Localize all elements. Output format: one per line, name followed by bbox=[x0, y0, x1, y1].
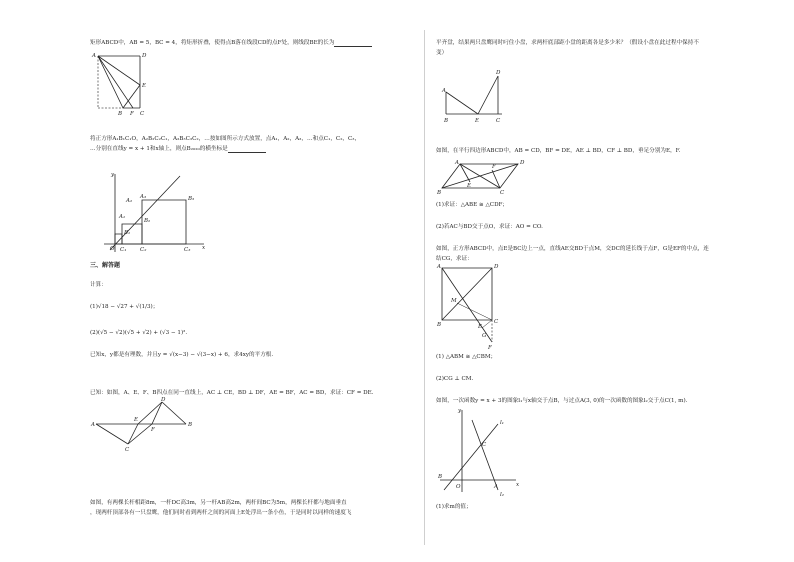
square-part-2: (2)CG ⊥ CM. bbox=[436, 376, 474, 382]
figure-square bbox=[436, 262, 508, 350]
label-A: A bbox=[437, 264, 441, 270]
poles-continued-line2: 变） bbox=[436, 50, 448, 56]
calc-part-2: (2)(√5 − √2)(√5 + √2) + (√3 − 1)². bbox=[90, 330, 188, 336]
question-parallelogram: 如图，在平行四边形ABCD中，AB = CD，BF = DE，AE ⊥ BD，CF ⊥ BD，垂足分别为E，F. bbox=[436, 148, 681, 154]
label-A2: A₂ bbox=[126, 198, 133, 204]
label-C: C bbox=[500, 190, 505, 196]
label-G: G bbox=[482, 333, 487, 339]
question-rect-fold: 矩形ABCD中，AB = 5，BC = 4，将矩形折叠，使得点B落在线段CD的点F处，则线段BE的长为 bbox=[90, 40, 372, 47]
label-y: y bbox=[111, 172, 115, 178]
label-l2: l₂ bbox=[500, 492, 504, 498]
label-F: F bbox=[151, 427, 155, 433]
label-A: A bbox=[442, 88, 446, 94]
square-part-1: (1) △ABM ≅ △CBM； bbox=[436, 354, 497, 360]
label-E: E bbox=[478, 324, 483, 330]
column-divider bbox=[424, 30, 425, 545]
section-heading-solutions: 三、解答题 bbox=[90, 262, 121, 269]
label-B: B bbox=[188, 422, 193, 428]
label-C: C bbox=[494, 319, 499, 325]
figure-proof bbox=[88, 396, 198, 454]
label-E: E bbox=[475, 118, 480, 124]
label-y: y bbox=[458, 408, 462, 414]
label-B: B bbox=[437, 322, 442, 328]
label-E: E bbox=[467, 183, 472, 189]
label-B2: B₂ bbox=[144, 218, 151, 224]
label-B3: B₃ bbox=[188, 196, 195, 202]
label-D: D bbox=[142, 53, 147, 59]
label-A: A bbox=[92, 53, 96, 59]
label-E: E bbox=[142, 83, 147, 89]
label-x: x bbox=[516, 482, 520, 488]
label-A: A bbox=[494, 484, 498, 490]
label-B: B bbox=[118, 111, 123, 117]
question-square-line2: 结CG，求证： bbox=[436, 256, 473, 262]
label-B1: B₁ bbox=[124, 230, 131, 236]
question-xy: 已知x，y都是有理数，并且y = √(x−3) − √(3−x) + 6，求4xy的平方根. bbox=[90, 352, 274, 358]
label-D: D bbox=[496, 70, 501, 76]
question-linear-function: 如图，一次函数y = x + 3的图象l₁与x轴交于点B，与过点A(3, 0)的一次函数的图象l₂交于点C(1, m). bbox=[436, 398, 688, 404]
label-C3: C₃ bbox=[184, 247, 191, 253]
question-square-line1: 如图，正方形ABCD中，点E是BC边上一点，直线AE交BD于点M，交DC的延长线于点F，G是EF的中点，连 bbox=[436, 246, 709, 252]
figure-poles bbox=[438, 62, 510, 128]
label-C: C bbox=[125, 447, 130, 453]
label-E: E bbox=[134, 417, 139, 423]
label-C: C bbox=[496, 118, 501, 124]
parallelogram-part-2: (2)若AC与BD交于点O，求证：AO = CO. bbox=[436, 224, 543, 230]
figure-linear-function bbox=[436, 404, 522, 496]
label-O: O bbox=[456, 484, 461, 490]
label-B: B bbox=[438, 474, 443, 480]
label-F: F bbox=[492, 164, 496, 170]
question-squares-line1: 将正方形A₁B₁C₁O，A₂B₂C₂C₁，A₃B₃C₃C₂，…按如图所示方式放置，点A₁，A₂，A₃，…和点C₁，C₂，C₃， bbox=[90, 136, 361, 142]
label-B: B bbox=[444, 118, 449, 124]
question-proof: 已知：如图，A、E、F、B四点在同一直线上，AC ⊥ CE，BD ⊥ DF，AE = BF，AC = BD，求证：CF = DE. bbox=[90, 390, 374, 396]
linear-part-1: (1)求m的值； bbox=[436, 504, 472, 510]
label-F: F bbox=[130, 111, 134, 117]
question-poles-line2: ，现两杆顶部各有一只盘鹰，他们同时看到两杆之间的河面上E处浮出一条小鱼，于是同时以同样的速度飞 bbox=[90, 510, 352, 516]
figure-parallelogram bbox=[436, 156, 532, 196]
parallelogram-part-1: (1)求证：△ABE ≅ △CDF； bbox=[436, 202, 509, 208]
label-x: x bbox=[202, 245, 206, 251]
label-A3: A₃ bbox=[140, 194, 147, 200]
question-squares-line2: …分别在直线y = x + 1和x轴上，则点B₂₀₂₀的横坐标是 bbox=[90, 146, 266, 153]
label-C: C bbox=[140, 111, 145, 117]
calc-part-1: (1)√18 − √27 + √(1/3)； bbox=[90, 304, 159, 310]
label-D: D bbox=[494, 264, 499, 270]
label-D: D bbox=[161, 397, 166, 403]
question-poles-line1: 如图，有两棵长杆相距8m，一杆DC高3m，另一杆AB高2m，两杆间BC为5m，两棵长杆都与地面垂直 bbox=[90, 500, 347, 506]
answer-blank[interactable] bbox=[228, 147, 266, 153]
label-C: C bbox=[482, 442, 487, 448]
calc-label: 计算： bbox=[90, 282, 107, 288]
label-A: A bbox=[91, 422, 95, 428]
label-A1: A₁ bbox=[119, 214, 126, 220]
label-O: O bbox=[110, 246, 115, 252]
label-B: B bbox=[437, 190, 442, 196]
label-F: F bbox=[488, 345, 492, 351]
label-D: D bbox=[520, 160, 525, 166]
label-A: A bbox=[455, 160, 459, 166]
label-l1: l₁ bbox=[500, 420, 504, 426]
label-C1: C₁ bbox=[120, 247, 127, 253]
figure-squares bbox=[100, 168, 208, 254]
label-M: M bbox=[451, 298, 457, 304]
figure-rect-fold bbox=[88, 50, 158, 122]
answer-blank[interactable] bbox=[334, 41, 372, 47]
label-C2: C₂ bbox=[140, 247, 147, 253]
poles-continued-line1: 平齐盘，结果两只盘鹰同时叼住小盘，求两杆底部距小盘的距离各是多少米？（假设小盘在此过程中保持不 bbox=[436, 40, 699, 46]
